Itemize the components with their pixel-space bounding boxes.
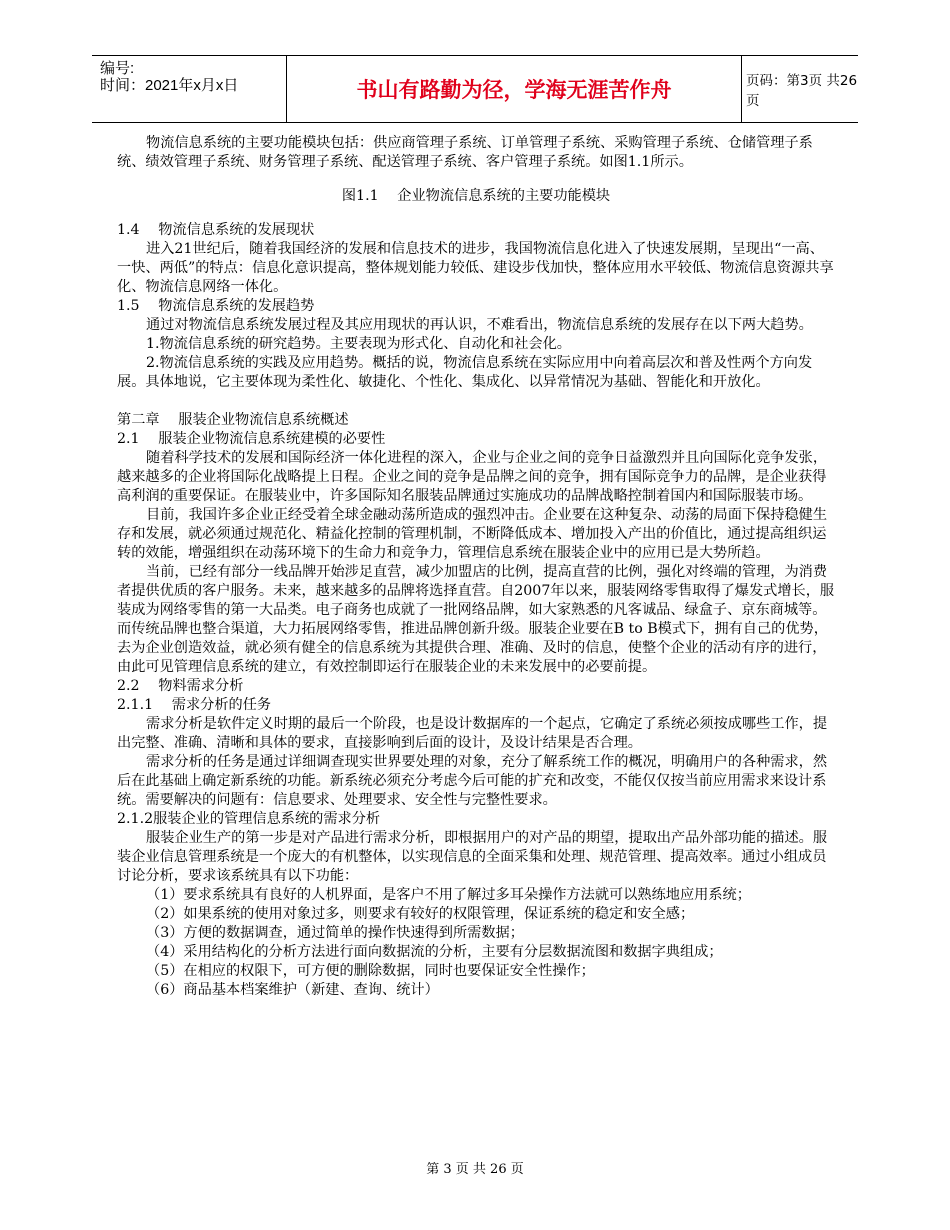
paragraph: 随着科学技术的发展和国际经济一体化进程的深入，企业与企业之间的竞争日益激烈并且向国际化竞争发张，越来越多的企业将国际化战略提上日程。企业之间的竞争是品牌之间的竞争，拥有国际竞争力的品牌，是企业获得高利润的重要保证。在服装业中，许多国际知名服装品牌通过实施成功的品牌战略控制着国内和国际服装市场。	[117, 450, 828, 504]
section-heading: 2.1 服装企业物流信息系统建模的必要性	[117, 431, 386, 447]
paragraph: 目前，我国许多企业正经受着全球金融动荡所造成的强烈冲击。企业要在这种复杂、动荡的局面下保持稳健生存和发展，就必须通过规范化、精益化控制的管理机制，不断降低成本、增加投入产出的价值比，通过提高组织运转的效能，增强组织在动荡环境下的生命力和竞争力，管理信息系统在服装企业中的应用已是大势所趋。	[117, 507, 828, 561]
subsection-heading: 2.1.1 需求分析的任务	[117, 697, 272, 713]
paragraph: 通过对物流信息系统发展过程及其应用现状的再认识，不难看出，物流信息系统的发展存在以下两大趋势。	[146, 317, 813, 333]
paragraph: 服装企业生产的第一步是对产品进行需求分析，即根据用户的对产品的期望，提取出产品外部功能的描述。服装企业信息管理系统是一个庞大的有机整体，以实现信息的全面采集和处理、规范管理、提高效率。通过小组成员讨论分析，要求该系统具有以下功能：	[117, 830, 828, 884]
page-footer: 第 3 页 共 26 页	[426, 1162, 524, 1177]
header-meta	[92, 56, 286, 122]
list-item: （4）采用结构化的分析方法进行面向数据流的分析，主要有分层数据流图和数据字典组成；	[146, 944, 723, 960]
section-heading: 1.4 物流信息系统的发展现状	[117, 222, 315, 238]
figure-caption: 图1.1 企业物流信息系统的主要功能模块	[341, 188, 611, 204]
header-motto: 书山有路勤为径，学海无涯苦作舟	[286, 56, 742, 122]
doc-number-label: 编号:	[100, 60, 135, 77]
subsection-heading: 2.1.2服装企业的管理信息系统的需求分析	[117, 811, 381, 827]
list-item: （2）如果系统的使用对象过多，则要求有较好的权限管理，保证系统的稳定和安全感；	[146, 906, 695, 922]
paragraph: 1.物流信息系统的研究趋势。主要表现为形式化、自动化和社会化。	[146, 336, 571, 352]
doc-time-label: 时间：2021年x月x日	[100, 77, 239, 94]
paragraph: 需求分析是软件定义时期的最后一个阶段，也是设计数据库的一个起点，它确定了系统必须按成哪些工作，提出完整、准确、清晰和具体的要求，直接影响到后面的设计，及设计结果是否合理。	[117, 716, 828, 751]
header-page-info: 页码：第3页 共26页	[746, 73, 858, 109]
page-header	[92, 55, 858, 123]
list-item: （1）要求系统具有良好的人机界面，是客户不用了解过多耳朵操作方法就可以熟练地应用系统；	[146, 887, 751, 903]
spacer	[117, 392, 835, 411]
section-heading: 1.5 物流信息系统的发展趋势	[117, 298, 315, 314]
list-item: （6）商品基本档案维护（新建、查询、统计）	[146, 982, 439, 998]
document-body	[117, 134, 835, 1000]
paragraph: 当前，已经有部分一线品牌开始涉足直营，减少加盟店的比例，提高直营的比例，强化对终端的管理，为消费者提供优质的客户服务。未来，越来越多的品牌将选择直营。自2007年以来，服装网络零售取得了爆发式增长，服装成为网络零售的第一大品类。电子商务也成就了一批网络品牌，如大家熟悉的凡客诚品、绿盒子、京东商城等。而传统品牌也整合渠道，大力拓展网络零售，推进品牌创新升级。服装企业要在B to B模式下，拥有自己的优势，去为企业创造效益，就必须有健全的信息系统为其提供合理、准确、及时的信息，使整个企业的活动有序的进行，由此可见管理信息系统的建立，有效控制即运行在服装企业的未来发展中的必要前提。	[117, 564, 835, 675]
list-item: （3）方便的数据调查，通过简单的操作快速得到所需数据；	[146, 925, 524, 941]
paragraph: 进入21世纪后，随着我国经济的发展和信息技术的进步，我国物流信息化进入了快速发展期，呈现出“一高、一快、两低”的特点：信息化意识提高，整体规划能力较低、建设步伐加快，整体应用水平较低、物流信息资源共享化、物流信息网络一体化。	[117, 241, 834, 295]
chapter-heading: 第二章 服装企业物流信息系统概述	[117, 412, 349, 428]
list-item: （5）在相应的权限下，可方便的删除数据，同时也要保证安全性操作；	[146, 963, 595, 979]
paragraph: 2.物流信息系统的实践及应用趋势。概括的说，物流信息系统在实际应用中向着高层次和普及性两个方向发展。具体地说，它主要体现为柔性化、敏捷化、个性化、集成化、以异常情况为基础、智能化和开放化。	[117, 355, 813, 390]
paragraph: 物流信息系统的主要功能模块包括：供应商管理子系统、订单管理子系统、采购管理子系统、仓储管理子系统、绩效管理子系统、财务管理子系统、配送管理子系统、客户管理子系统。如图1.1所示。	[117, 135, 813, 170]
section-heading: 2.2 物料需求分析	[117, 678, 244, 694]
paragraph: 需求分析的任务是通过详细调查现实世界要处理的对象，充分了解系统工作的概况，明确用户的各种需求，然后在此基础上确定新系统的功能。新系统必须充分考虑今后可能的扩充和改变，不能仅仅按当前应用需求来设计系统。需要解决的问题有：信息要求、处理要求、安全性与完整性要求。	[117, 754, 828, 808]
